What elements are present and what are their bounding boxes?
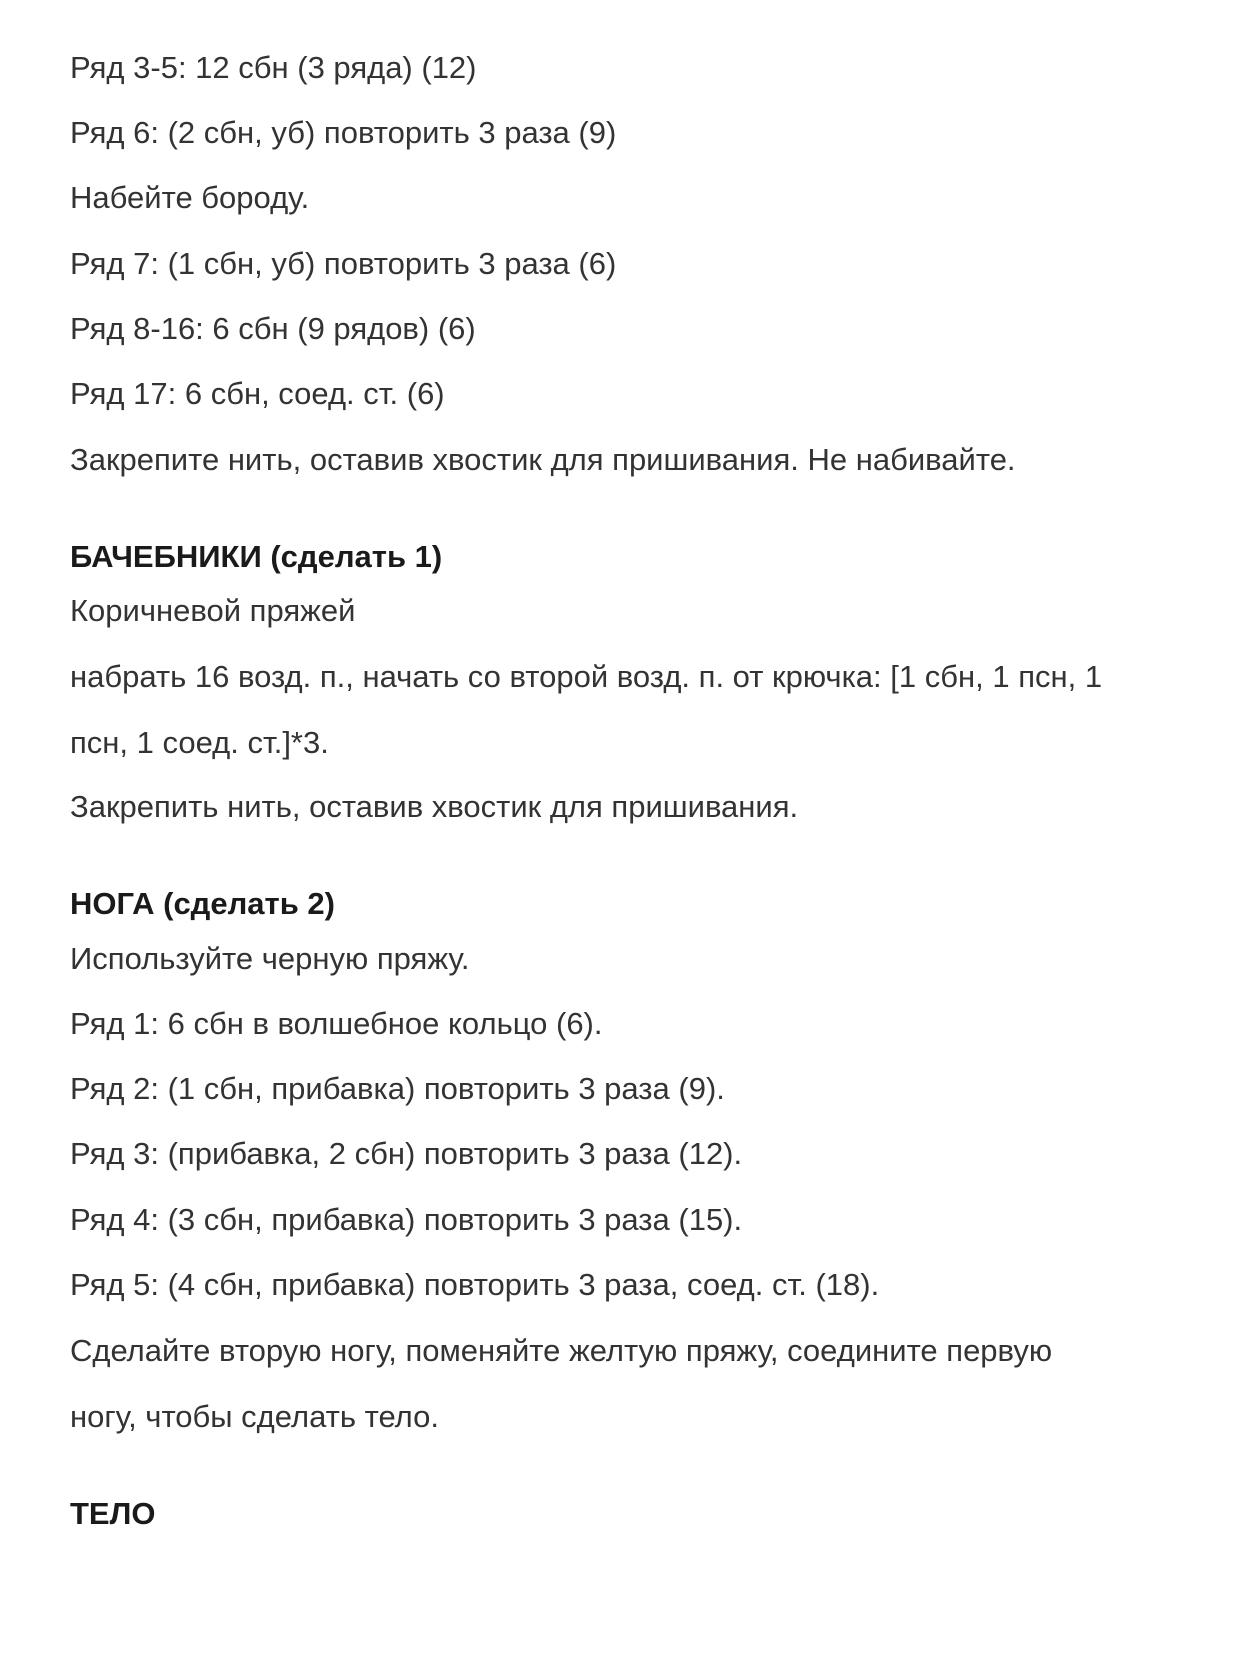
- text-line: Ряд 6: (2 сбн, уб) повторить 3 раза (9): [70, 115, 617, 150]
- text-line: Ряд 3-5: 12 сбн (3 ряда) (12): [70, 50, 477, 85]
- text-line: Закрепите нить, оставив хвостик для пришивания. Не набивайте.: [70, 442, 1016, 477]
- text-line: набрать 16 возд. п., начать со второй возд. п. от крючка: [1 сбн, 1 псн, 1: [70, 659, 1103, 694]
- section-heading: ТЕЛО: [70, 1496, 156, 1531]
- text-line: ногу, чтобы сделать тело.: [70, 1399, 439, 1434]
- text-line: Используйте черную пряжу.: [70, 941, 470, 976]
- text-line: Ряд 17: 6 сбн, соед. ст. (6): [70, 376, 445, 411]
- text-line: Ряд 7: (1 сбн, уб) повторить 3 раза (6): [70, 246, 617, 281]
- text-line: Набейте бороду.: [70, 180, 310, 215]
- text-line: Ряд 8-16: 6 сбн (9 рядов) (6): [70, 311, 476, 346]
- text-line: Сделайте вторую ногу, поменяйте желтую пряжу, соедините первую: [70, 1333, 1053, 1368]
- text-line: Коричневой пряжей: [70, 593, 356, 628]
- text-line: Ряд 1: 6 сбн в волшебное кольцо (6).: [70, 1006, 603, 1041]
- text-line: Ряд 2: (1 сбн, прибавка) повторить 3 раза (9).: [70, 1071, 725, 1106]
- text-line: Закрепить нить, оставив хвостик для пришивания.: [70, 789, 799, 824]
- text-line: Ряд 3: (прибавка, 2 сбн) повторить 3 раза (12).: [70, 1136, 743, 1171]
- text-line: Ряд 5: (4 сбн, прибавка) повторить 3 раза, соед. ст. (18).: [70, 1267, 880, 1302]
- text-line: псн, 1 соед. ст.]*3.: [70, 725, 329, 760]
- text-line: Ряд 4: (3 сбн, прибавка) повторить 3 раза (15).: [70, 1202, 743, 1237]
- section-heading: НОГА (сделать 2): [70, 886, 335, 921]
- section-heading: БАЧЕБНИКИ (сделать 1): [70, 539, 443, 574]
